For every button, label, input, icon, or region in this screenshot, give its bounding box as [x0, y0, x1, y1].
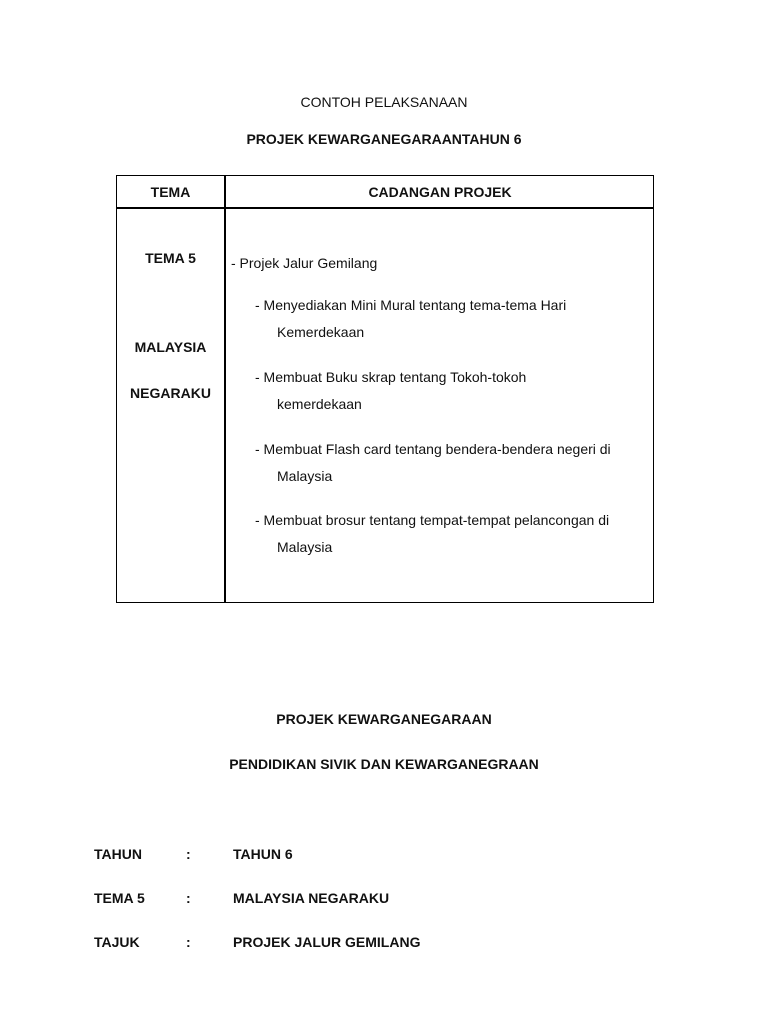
- list-item-line2: kemerdekaan: [277, 396, 362, 412]
- tema-number: TEMA 5: [145, 250, 196, 266]
- info-row-tajuk: [0, 933, 768, 953]
- list-item-line1: - Membuat Flash card tentang bendera-bendera negeri di: [255, 441, 611, 457]
- list-item: [255, 507, 655, 561]
- info-value: MALAYSIA NEGARAKU: [233, 890, 390, 906]
- info-label: TAHUN: [94, 846, 142, 862]
- project-title: - Projek Jalur Gemilang: [231, 255, 378, 271]
- section-subtitle: PENDIDIKAN SIVIK DAN KEWARGANEGRAAN: [229, 756, 539, 772]
- info-colon: :: [186, 934, 191, 950]
- info-label: TAJUK: [94, 934, 140, 950]
- info-colon: :: [186, 890, 191, 906]
- info-value: TAHUN 6: [233, 846, 293, 862]
- list-item: [255, 364, 655, 418]
- project-table: [116, 175, 654, 603]
- section-title: PROJEK KEWARGANEGARAAN: [276, 711, 492, 727]
- table-header-cadangan: CADANGAN PROJEK: [368, 184, 512, 200]
- document-subtitle: PROJEK KEWARGANEGARAANTAHUN 6: [246, 131, 522, 147]
- info-row-tahun: [0, 845, 768, 865]
- list-item-line1: - Membuat Buku skrap tentang Tokoh-tokoh: [255, 369, 527, 385]
- tema-name-line1: MALAYSIA: [134, 339, 207, 355]
- table-column-divider: [224, 176, 226, 602]
- list-item: [255, 292, 655, 346]
- document-title: CONTOH PELAKSANAAN: [300, 94, 468, 110]
- tema-name-line2: NEGARAKU: [130, 385, 211, 401]
- table-header-divider: [117, 207, 653, 209]
- list-item-line1: - Menyediakan Mini Mural tentang tema-tema Hari: [255, 297, 567, 313]
- table-header-tema: TEMA: [150, 184, 191, 200]
- list-item-line2: Kemerdekaan: [277, 324, 365, 340]
- info-row-tema: [0, 889, 768, 909]
- list-item-line2: Malaysia: [277, 539, 333, 555]
- list-item-line2: Malaysia: [277, 468, 333, 484]
- info-value: PROJEK JALUR GEMILANG: [233, 934, 421, 950]
- info-label: TEMA 5: [94, 890, 145, 906]
- list-item: [255, 436, 655, 490]
- list-item-line1: - Membuat brosur tentang tempat-tempat pelancongan di: [255, 512, 610, 528]
- info-colon: :: [186, 846, 191, 862]
